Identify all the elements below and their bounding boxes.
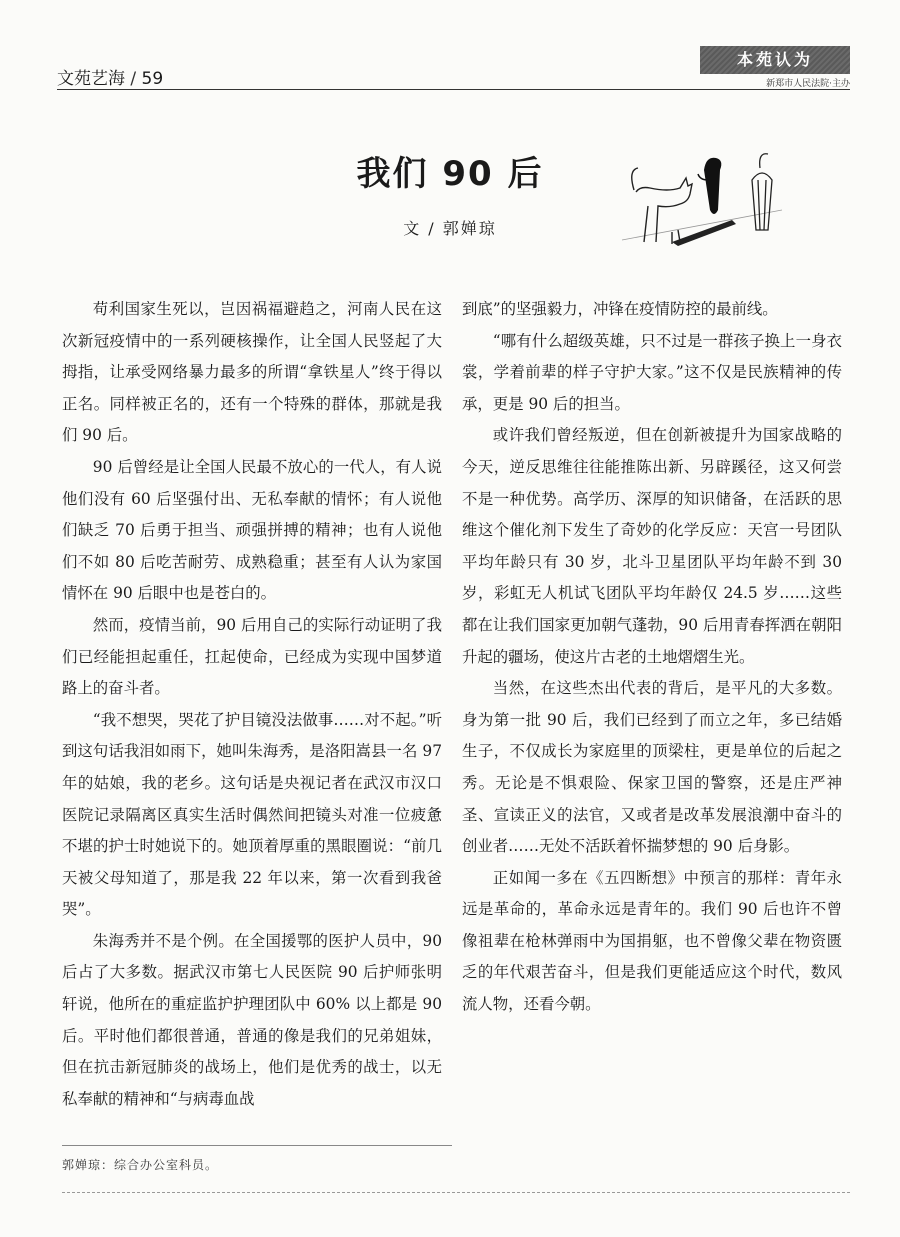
paragraph: “我不想哭，哭花了护目镜没法做事……对不起。”听到这句话我泪如雨下，她叫朱海秀，是洛阳嵩县一名 97 年的姑娘，我的老乡。这句话是央视记者在武汉市汉口医院记录隔离区真实生活时偶然间把镜头对准一位疲惫不堪的护士时她说下的。她顶着厚重的黑眼圈说：“前几天被父母知道了，那是我 22 年以来，第一次看到我爸哭”。 xyxy=(62,710,442,919)
paragraph: 或许我们曾经叛逆，但在创新被提升为国家战略的今天，逆反思维往往能推陈出新、另辟蹊径，这又何尝不是一种优势。高学历、深厚的知识储备，在活跃的思维这个催化剂下发生了奇妙的化学反应：天宫一号团队平均年龄只有 30 岁，北斗卫星团队平均年龄不到 30 岁，彩虹无人机试飞团队平均年龄仅 24.5 岁……这些都在让我们国家更加朝气蓬勃，90 后用青春挥洒在朝阳升起的疆场，使这片古老的土地熠熠生光。 xyxy=(462,426,842,666)
cat-umbrella-illustration xyxy=(612,150,792,250)
article-byline: 文 / 郭婵琼 xyxy=(403,219,497,238)
page-bottom-rule xyxy=(62,1192,850,1193)
left-column xyxy=(62,294,442,1115)
author-footnote: 郭婵琼：综合办公室科员。 xyxy=(62,1158,219,1172)
header-slash: / xyxy=(130,69,137,89)
column-badge-title: 本苑认为 xyxy=(700,46,850,74)
paragraph: 朱海秀并不是个例。在全国援鄂的医护人员中，90 后占了大多数。据武汉市第七人民医院 90 后护师张明轩说，他所在的重症监护护理团队中 60% 以上都是 90 后。平时他们都很普通，普通的像是我们的兄弟姐妹，但在抗击新冠肺炎的战场上，他们是优秀的战士，以无私奉献的精神和“与病毒血战 xyxy=(62,931,442,1108)
paragraph: 当然，在这些杰出代表的背后，是平凡的大多数。身为第一批 90 后，我们已经到了而立之年，多已结婚生子，不仅成长为家庭里的顶梁柱，更是单位的后起之秀。无论是不惧艰险、保家卫国的警察，还是庄严神圣、宣读正义的法官，又或者是改革发展浪潮中奋斗的创业者……无处不活跃着怀揣梦想的 90 后身影。 xyxy=(462,679,842,856)
right-column xyxy=(462,294,842,1021)
header-rule xyxy=(57,89,850,90)
footnote-rule xyxy=(62,1145,452,1146)
article-title: 我们 90 后 xyxy=(356,154,544,194)
section-header xyxy=(57,64,163,89)
paragraph: 苟利国家生死以，岂因祸福避趋之，河南人民在这次新冠疫情中的一系列硬核操作，让全国人民竖起了大拇指，让承受网络暴力最多的所谓“拿铁星人”终于得以正名。同样被正名的，还有一个特殊的群体，那就是我们 90 后。 xyxy=(62,300,442,445)
paragraph: 然而，疫情当前，90 后用自己的实际行动证明了我们已经能担起重任，扛起使命，已经成为实现中国梦道路上的奋斗者。 xyxy=(62,615,442,698)
paragraph: “哪有什么超级英雄，只不过是一群孩子换上一身衣裳，学着前辈的样子守护大家。”这不仅是民族精神的传承，更是 90 后的担当。 xyxy=(462,331,842,413)
paragraph-continuation: 到底”的坚强毅力，冲锋在疫情防控的最前线。 xyxy=(462,300,778,318)
page-number: 59 xyxy=(141,69,164,89)
paragraph: 90 后曾经是让全国人民最不放心的一代人，有人说他们没有 60 后坚强付出、无私奉献的情怀；有人说他们缺乏 70 后勇于担当、顽强拼搏的精神；也有人说他们不如 80 后吃苦耐劳、成熟稳重；甚至有人认为家国情怀在 90 后眼中也是苍白的。 xyxy=(62,457,442,603)
column-badge xyxy=(700,46,850,89)
paragraph: 正如闻一多在《五四断想》中预言的那样：青年永远是革命的，革命永远是青年的。我们 90 后也许不曾像祖辈在枪林弹雨中为国捐躯，也不曾像父辈在物资匮乏的年代艰苦奋斗，但是我们更能适应这个时代，数风流人物，还看今朝。 xyxy=(462,868,842,1014)
column-badge-subtitle: 新郑市人民法院·主办 xyxy=(766,79,850,89)
section-name: 文苑艺海 xyxy=(57,69,125,89)
